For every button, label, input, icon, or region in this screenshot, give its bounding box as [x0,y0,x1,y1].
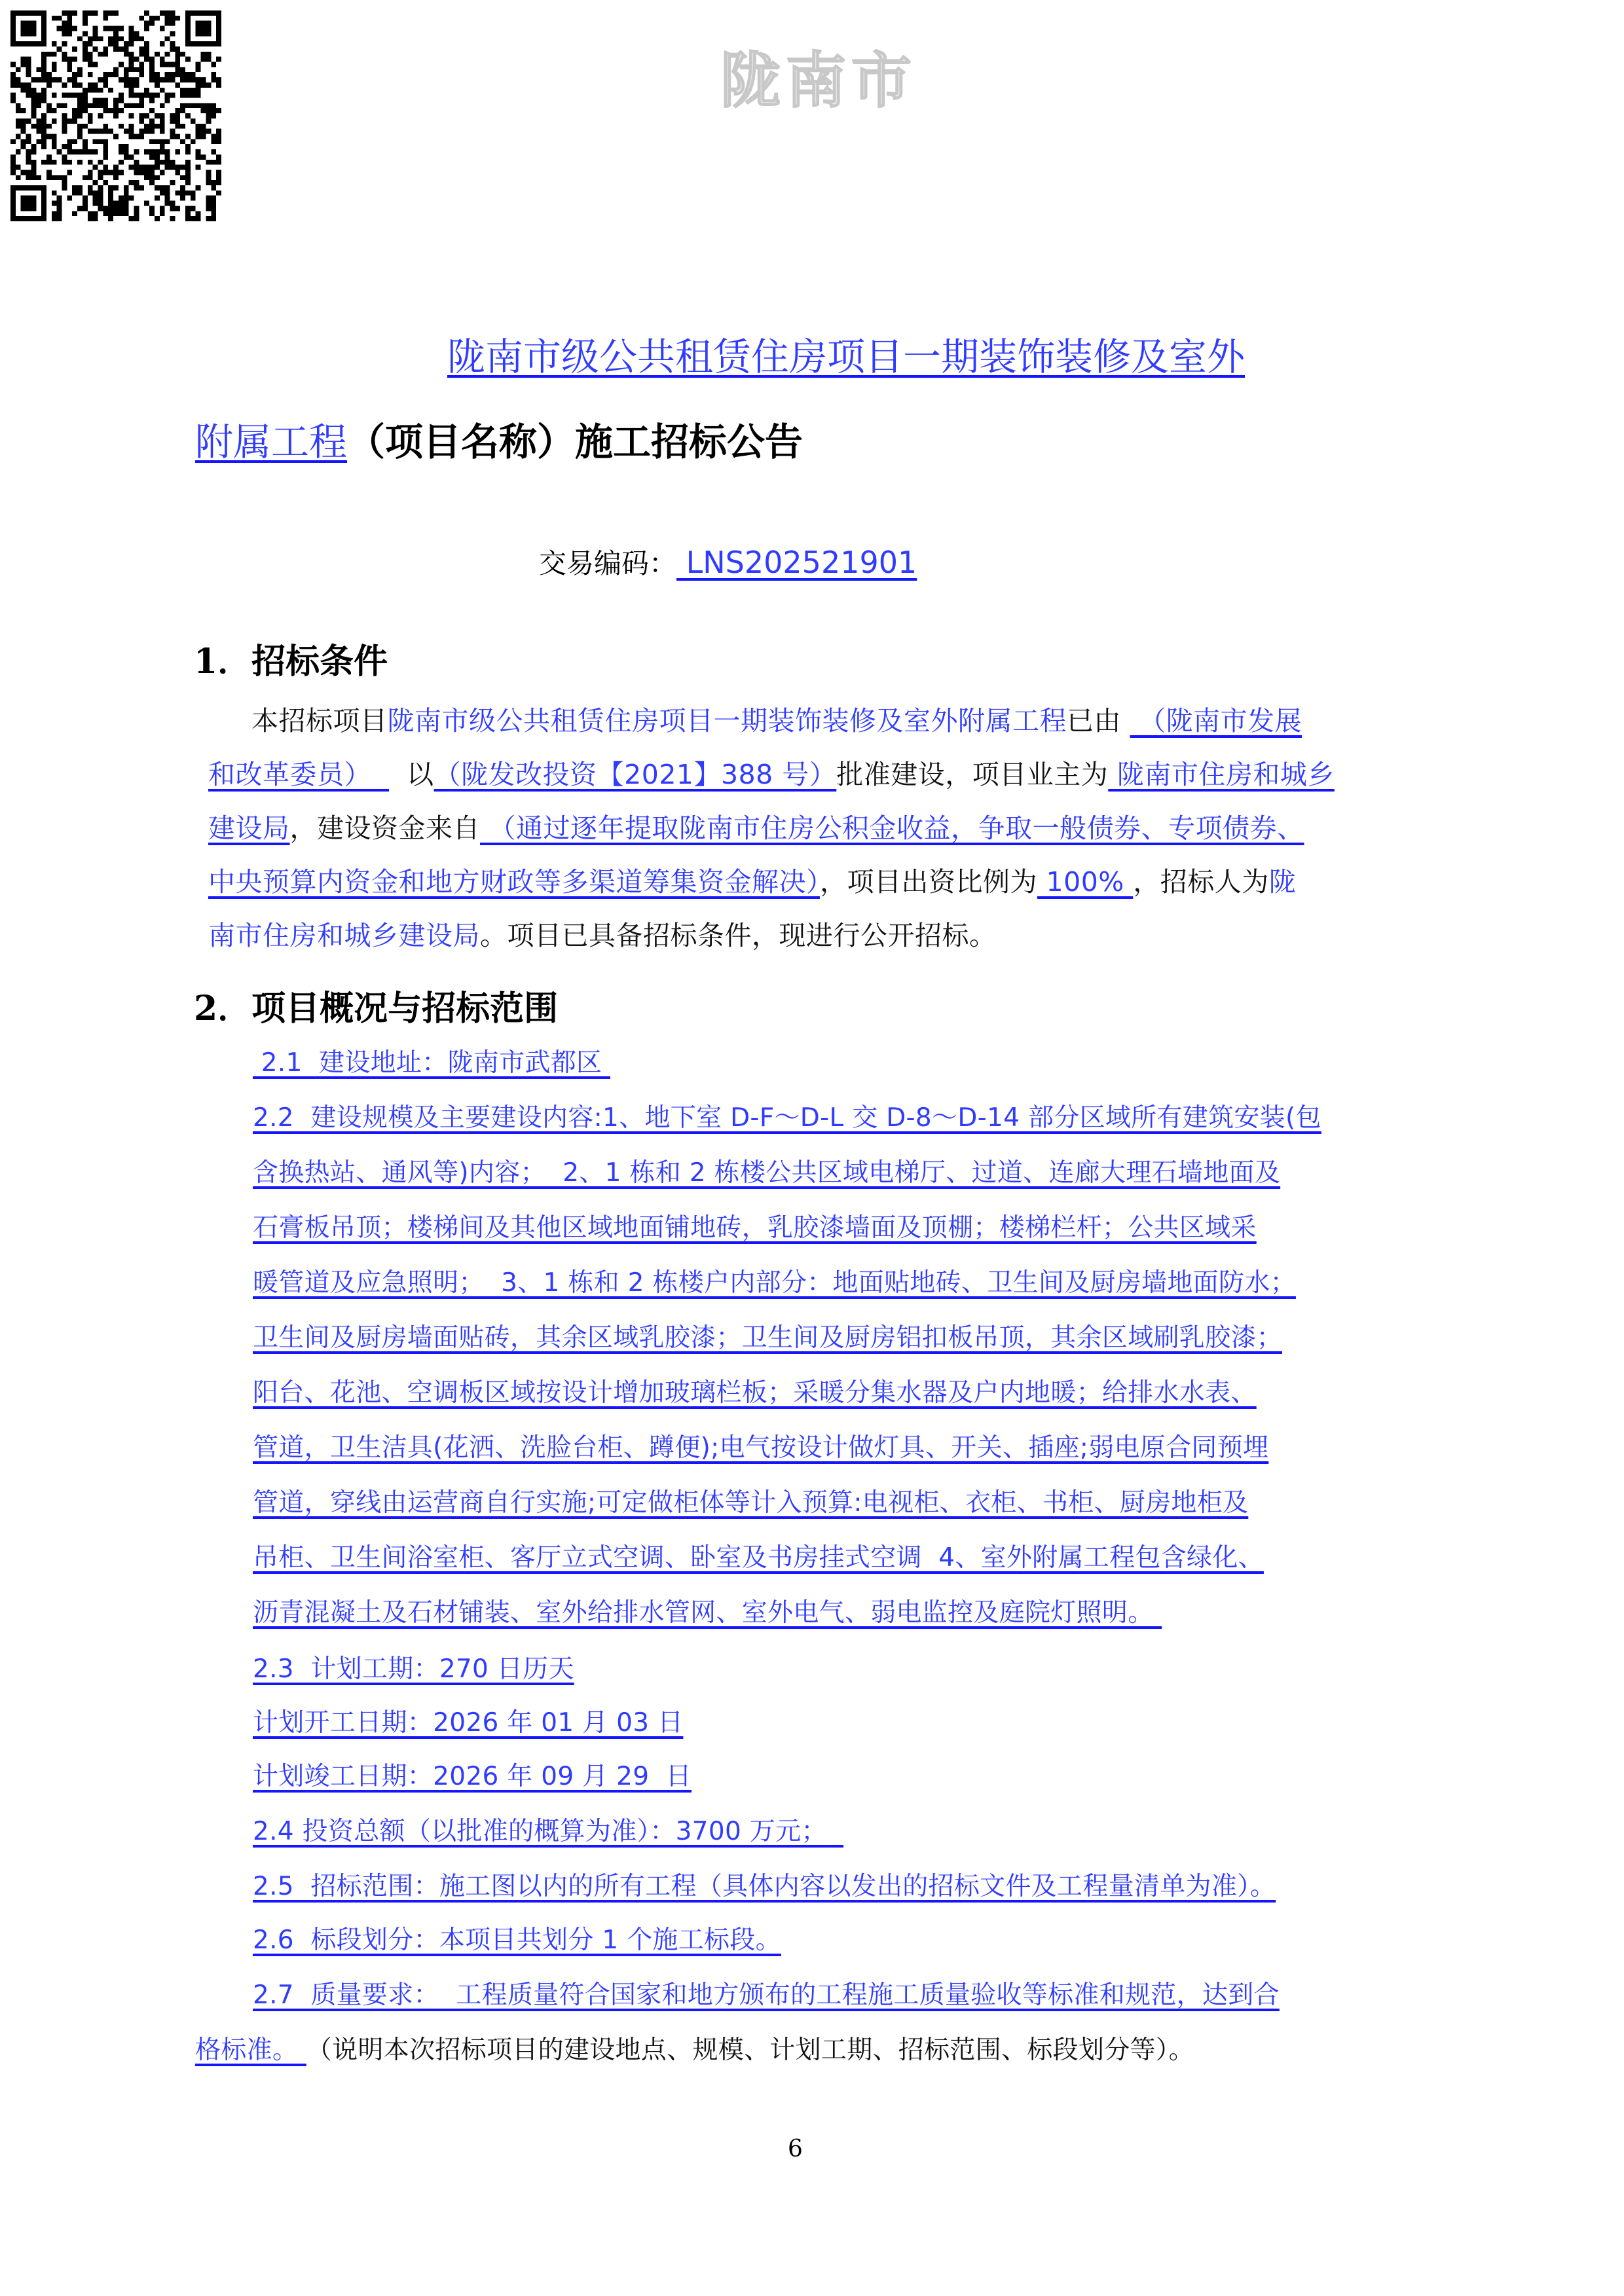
filled-field: 沥青混凝土及石材铺装、室外给排水管网、室外电气、弱电监控及庭院灯照明。 [253,1598,1162,1628]
filled-field: 暖管道及应急照明； 3、1 栋和 2 栋楼户内部分：地面贴地砖、卫生间及厨房墙地面防水； [253,1268,1296,1298]
section-2-line [253,1042,610,1079]
filled-field: （陇南市发展 [1130,705,1302,737]
section-2-line [253,1975,1280,2011]
section-2-line-content [253,1378,1257,1408]
section-2-line-content [253,1817,843,1846]
section-2-line-content [195,2035,1194,2065]
section-2-line-content [253,1543,1264,1573]
section-2-line [253,1537,1264,1574]
section-1-line [208,753,1335,792]
section-2-line-content [253,1158,1280,1188]
section-1-heading: 1．招标条件 [194,642,388,682]
section-2-line [253,1482,1248,1519]
section-2-line-content [253,1872,1276,1901]
text-segment: 本招标项目 [251,705,388,737]
section-2-heading: 2．项目概况与招标范围 [194,989,559,1029]
section-2-line-content [253,1268,1296,1298]
section-1-line [251,699,1302,738]
title-line-1: 陇南市级公共租赁住房项目一期装饰装修及室外 [447,335,1246,379]
section-2-line [253,1811,843,1848]
filled-field: 100% [1037,866,1134,898]
section-2-line-content [253,1980,1280,2010]
filled-field: （陇发改投资【2021】388 号） [434,759,837,790]
filled-field: 2.2 建设规模及主要建设内容:1、地下室 D-F～D-L 交 D-8～D-14 部分区域所有建筑安装(包 [253,1103,1321,1133]
filled-field: 中央预算内资金和地方财政等多渠道筹集资金解决） [208,866,820,898]
text-segment: （说明本次招标项目的建设地点、规模、计划工期、招标范围、标段划分等）。 [306,2035,1194,2065]
filled-field: 计划竣工日期：2026 年 09 月 29 日 [253,1762,692,1791]
filled-field: 计划开工日期：2026 年 01 月 03 日 [253,1708,684,1738]
section-2-line [253,1372,1257,1409]
filled-field: 陇南市级公共租赁住房项目一期装饰装修及室外附属工程 [387,705,1067,737]
filled-field: 2.4 投资总额（以批准的概算为准）：3700 万元； [253,1817,844,1846]
filled-field: 吊柜、卫生间浴室柜、客厅立式空调、卧室及书房挂式空调 4、室外附属工程包含绿化、 [253,1543,1264,1573]
filled-field: 2.7 质量要求： 工程质量符合国家和地方颁布的工程施工质量验收等标准和规范，达到合 [253,1980,1280,2010]
section-1-line [208,860,1296,899]
section-1-line-content [208,759,1335,790]
section-2-line [195,2030,1194,2066]
filled-field: 格标准。 [195,2035,306,2065]
filled-field: （通过逐年提取陇南市住房公积金收益，争取一般债券、专项债券、 [480,812,1304,844]
page-number: 6 [788,2136,803,2162]
trade-code [539,542,917,581]
section-2-line-content [253,1925,781,1955]
text-segment: 。项目已具备招标条件，现进行公开招标。 [480,920,997,951]
filled-field: 2.6 标段划分：本项目共划分 1 个施工标段。 [253,1925,781,1955]
section-2-line [253,1262,1296,1299]
section-2-line-content [253,1598,1162,1628]
trade-code-value: LNS202521901 [676,545,917,580]
filled-field: 2.5 招标范围：施工图以内的所有工程（具体内容以发出的招标文件及工程量清单为准）。 [253,1872,1276,1901]
section-1-line-content [208,920,997,951]
section-1-line-content [251,705,1302,737]
filled-field: 陇 [1268,866,1297,898]
section-2-line [253,1920,781,1956]
filled-field: 管道，卫生洁具(花洒、洗脸台柜、蹲便);电气按设计做灯具、开关、插座;弱电原合同预埋 [253,1433,1269,1463]
section-2-line-content [253,1708,683,1738]
section-1-line [208,914,997,953]
section-1-line [208,807,1304,845]
section-2-line [253,1427,1268,1464]
text-segment: ，建设资金来自 [289,812,480,844]
section-2-line [253,1756,692,1793]
text-segment: 批准建设，项目业主为 [836,759,1109,790]
section-2-line-content [253,1103,1321,1133]
section-1-line-content [208,866,1296,898]
title-suffix: （项目名称）施工招标公告 [347,420,803,464]
filled-field: 卫生间及厨房墙面贴砖，其余区域乳胶漆；卫生间及厨房铝扣板吊顶，其余区域刷乳胶漆； [253,1323,1283,1353]
title-line-2 [195,419,803,465]
section-2-line-content [253,1213,1257,1243]
filled-field: 南市住房和城乡建设局 [208,920,480,951]
trade-code-label: 交易编码： [539,547,677,579]
section-1-line-content [208,812,1304,844]
section-2-line [253,1592,1162,1629]
section-2-line-content [253,1433,1268,1463]
section-2-line [253,1317,1282,1354]
section-2-line [253,1097,1321,1134]
section-2-line [253,1207,1257,1244]
section-2-line-content [253,1762,692,1791]
filled-field: 石膏板吊顶；楼梯间及其他区域地面铺地砖，乳胶漆墙面及顶棚；楼梯栏杆；公共区域采 [253,1213,1257,1243]
qr-code-icon [10,10,221,221]
text-segment: 以 [389,759,434,790]
text-segment: ，招标人为 [1133,866,1269,898]
section-2-line [253,1866,1276,1903]
title-project-name-tail: 附属工程 [195,420,348,464]
text-segment: 已由 [1067,705,1130,737]
filled-field: 2.1 建设地址：陇南市武都区 [253,1048,611,1078]
filled-field: 2.3 计划工期：270 日历天 [253,1654,574,1684]
filled-field: 和改革委员） [208,759,390,790]
filled-field: 建设局 [208,812,290,844]
section-2-line [253,1649,574,1685]
filled-field: 含换热站、通风等)内容； 2、1 栋和 2 栋楼公共区域电梯厅、过道、连廊大理石墙地面及 [253,1158,1281,1188]
section-2-line-content [253,1048,610,1078]
section-2-line-content [253,1323,1282,1353]
section-2-line-content [253,1488,1248,1518]
section-2-line [253,1152,1280,1189]
filled-field: 阳台、花池、空调板区域按设计增加玻璃栏板；采暖分集水器及户内地暖；给排水水表、 [253,1378,1257,1408]
filled-field: 管道，穿线由运营商自行实施;可定做柜体等计入预算:电视柜、衣柜、书柜、厨房地柜及 [253,1488,1249,1518]
text-segment: ，项目出资比例为 [820,866,1037,898]
section-2-line [253,1702,683,1739]
section-2-line-content [253,1654,574,1684]
filled-field: 陇南市住房和城乡 [1108,759,1335,790]
watermark: 陇南市 [720,45,917,116]
